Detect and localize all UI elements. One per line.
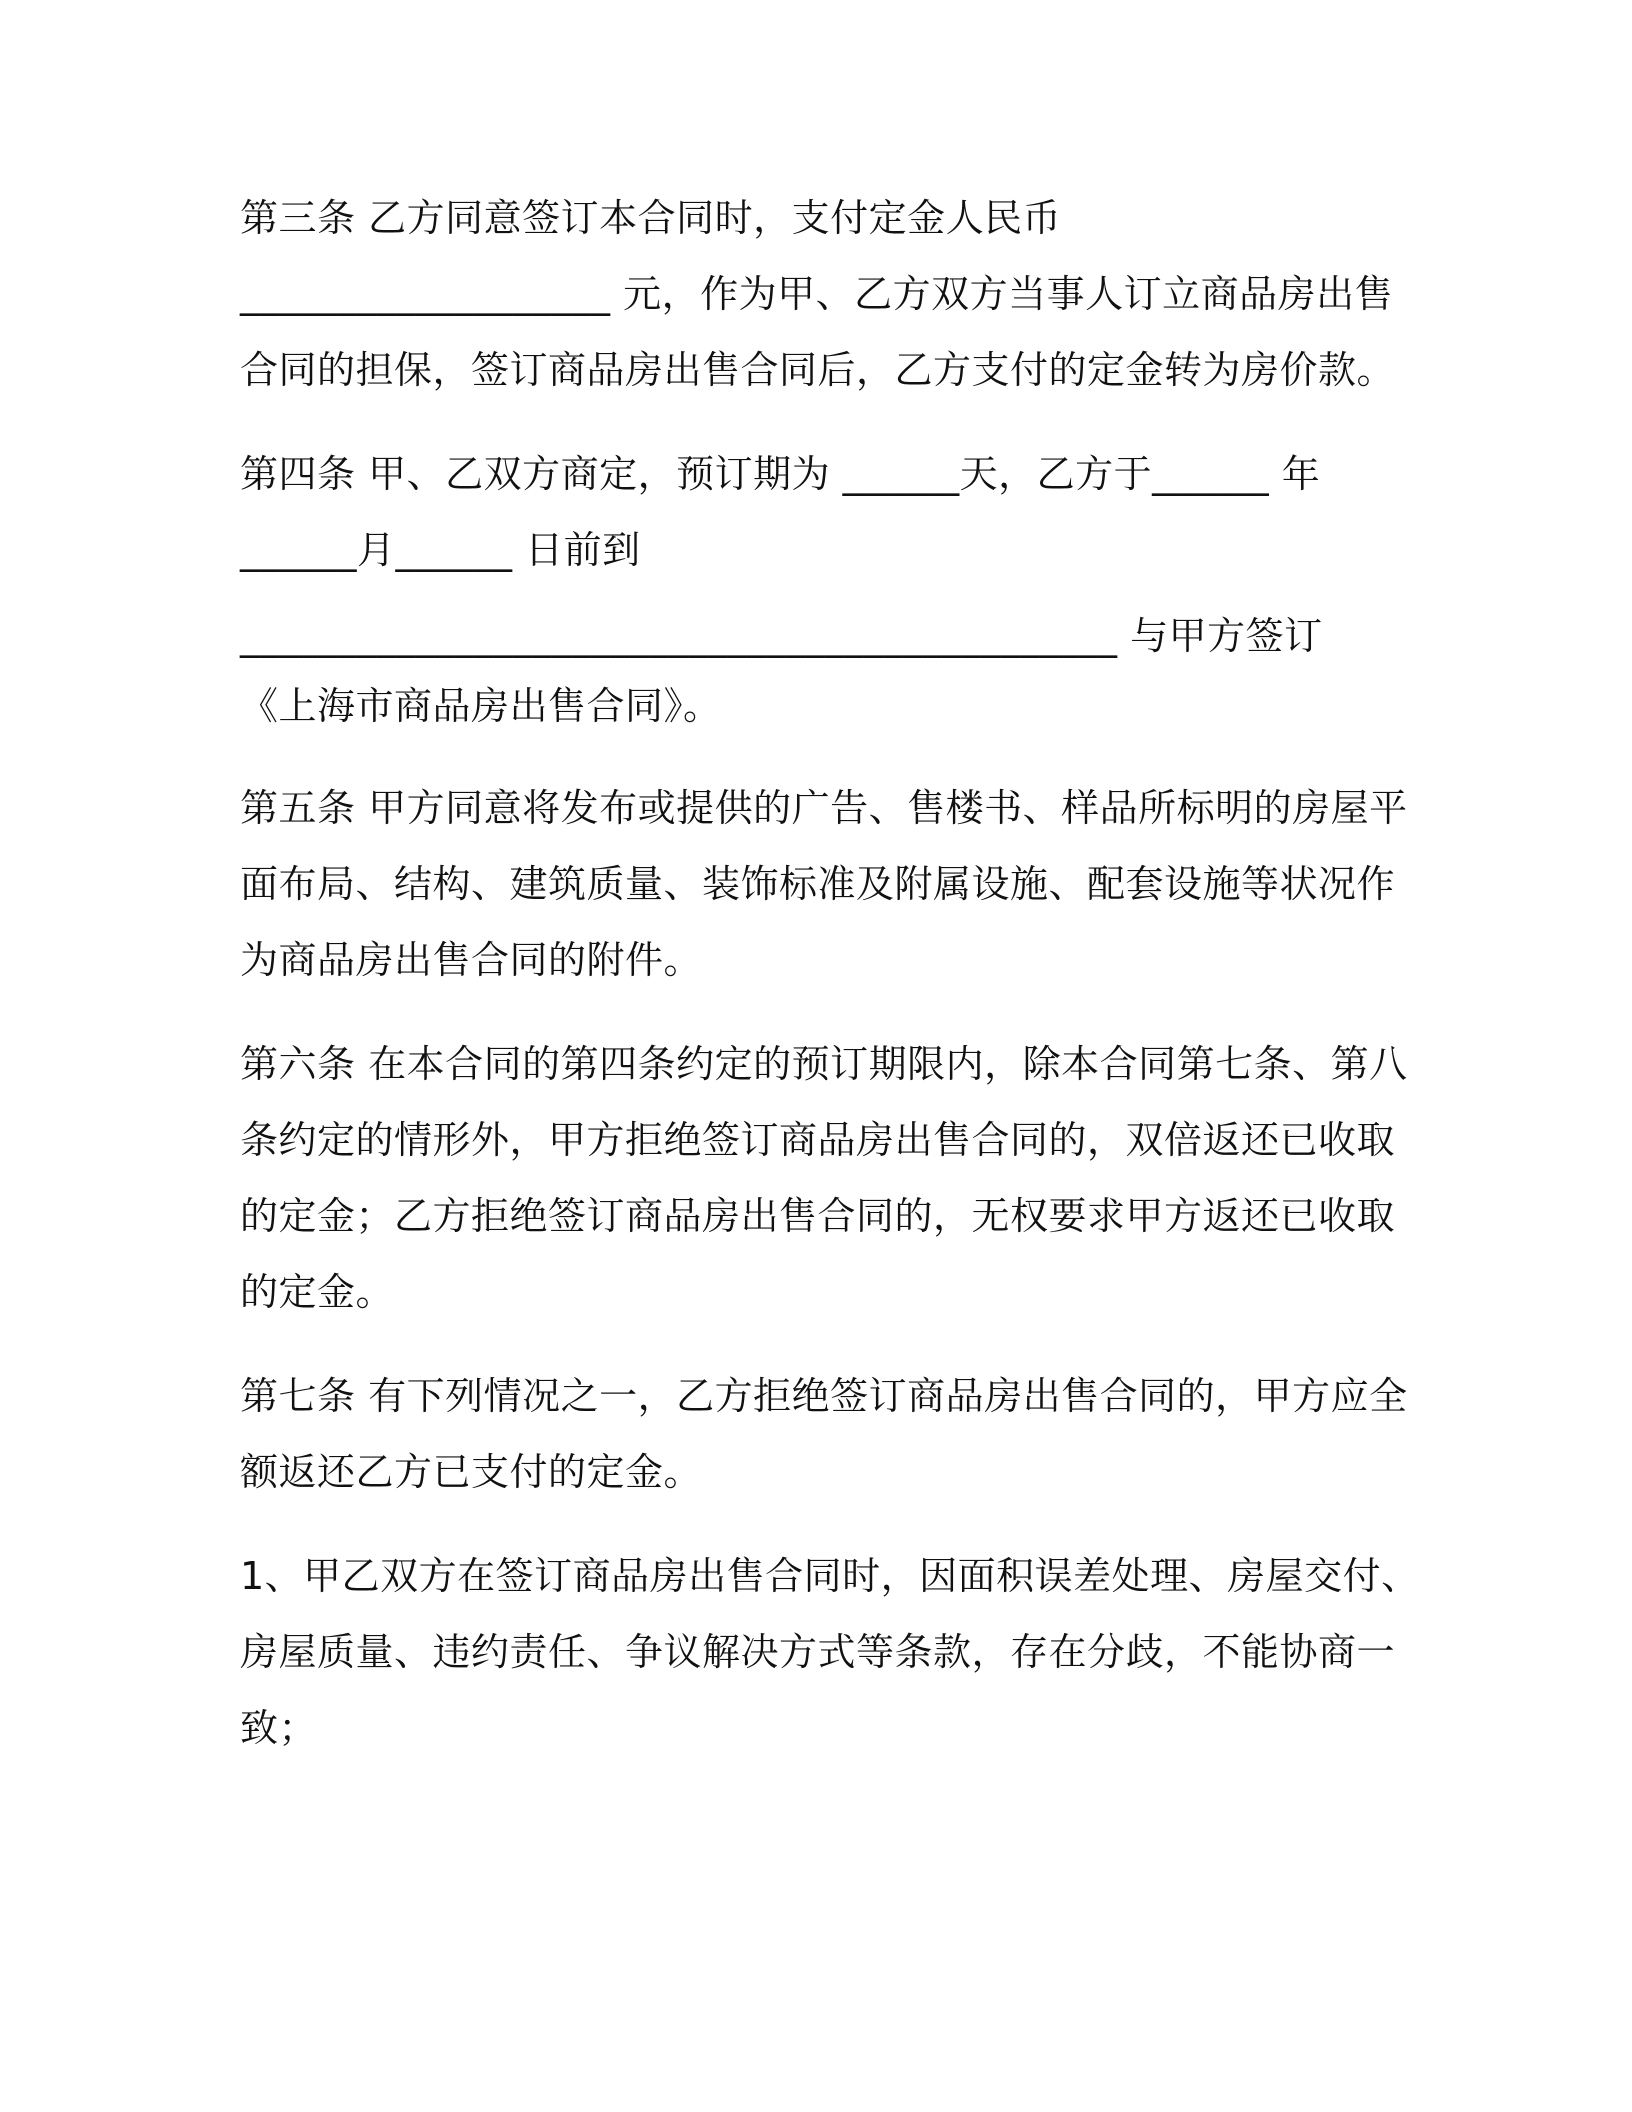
item-1-line-1: 1、甲乙双方在签订商品房出售合同时，因面积误差处理、房屋交付、: [240, 1554, 1420, 1598]
article-5-line-1: 第五条 甲方同意将发布或提供的广告、售楼书、样品所标明的房屋平: [240, 786, 1408, 830]
article-7-line-2: 额返还乙方已支付的定金。: [240, 1450, 703, 1494]
article-6-line-1: 第六条 在本合同的第四条约定的预订期限内，除本合同第七条、第八: [240, 1042, 1408, 1086]
article-6-line-2: 条约定的情形外，甲方拒绝签订商品房出售合同的，双倍返还已收取: [240, 1118, 1396, 1162]
item-1-line-3: 致；: [240, 1706, 318, 1750]
article-4-line-2: ______月______ 日前到: [240, 528, 641, 572]
article-7-line-1: 第七条 有下列情况之一，乙方拒绝签订商品房出售合同的，甲方应全: [240, 1374, 1408, 1418]
article-5-line-3: 为商品房出售合同的附件。: [240, 938, 703, 982]
article-3-line-1: 第三条 乙方同意签订本合同时，支付定金人民币: [240, 196, 1062, 240]
article-4-line-1: 第四条 甲、乙双方商定，预订期为 ______天，乙方于______ 年: [240, 452, 1321, 496]
article-5-line-2: 面布局、结构、建筑质量、装饰标准及附属设施、配套设施等状况作: [240, 862, 1396, 906]
item-1-line-2: 房屋质量、违约责任、争议解决方式等条款，存在分歧，不能协商一: [240, 1630, 1396, 1674]
article-3-line-3: 合同的担保，签订商品房出售合同后，乙方支付的定金转为房价款。: [240, 348, 1396, 392]
article-4-line-3: _____________________________________________ 与甲方签订: [240, 614, 1323, 658]
article-3-line-2: ___________________ 元，作为甲、乙方双方当事人订立商品房出售: [240, 272, 1394, 316]
article-6-line-3: 的定金；乙方拒绝签订商品房出售合同的，无权要求甲方返还已收取: [240, 1194, 1396, 1238]
article-6-line-4: 的定金。: [240, 1270, 395, 1314]
article-4-line-4: 《上海市商品房出售合同》。: [240, 684, 722, 728]
